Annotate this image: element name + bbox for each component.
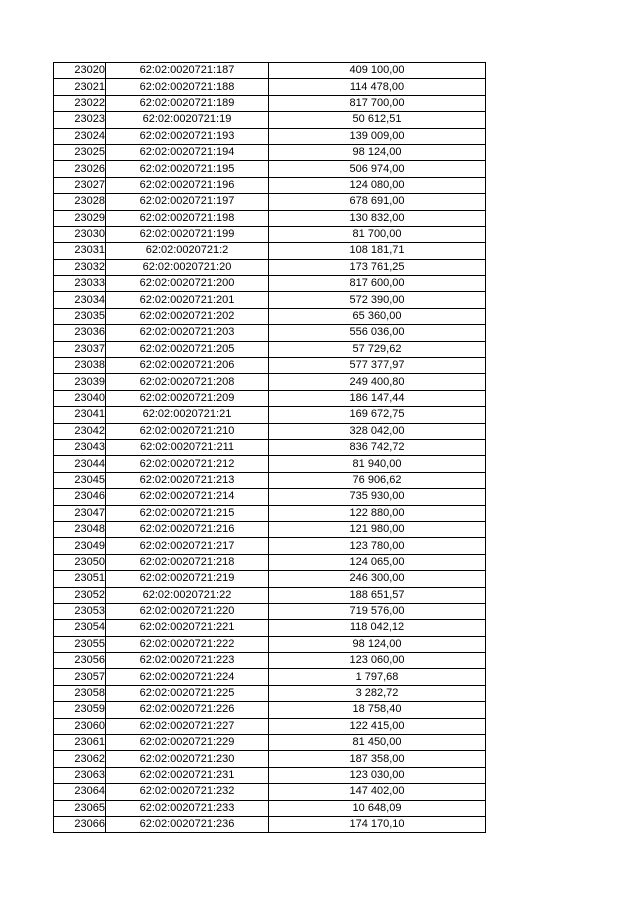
table-row bbox=[54, 685, 486, 701]
cadastral-number-cell: 62:02:0020721:211 bbox=[106, 439, 269, 455]
cadastral-value-cell: 246 300,00 bbox=[269, 571, 486, 587]
table-row bbox=[54, 226, 486, 242]
table-row bbox=[54, 407, 486, 423]
cadastral-number-cell: 62:02:0020721:218 bbox=[106, 554, 269, 570]
table-row bbox=[54, 439, 486, 455]
cadastral-number-cell: 62:02:0020721:197 bbox=[106, 194, 269, 210]
table-row bbox=[54, 800, 486, 816]
row-number-cell: 23040 bbox=[54, 390, 106, 406]
cadastral-number-cell: 62:02:0020721:213 bbox=[106, 472, 269, 488]
row-number-cell: 23041 bbox=[54, 407, 106, 423]
cadastral-value-cell: 130 832,00 bbox=[269, 210, 486, 226]
cadastral-number-cell: 62:02:0020721:222 bbox=[106, 636, 269, 652]
cadastral-value-cell: 81 940,00 bbox=[269, 456, 486, 472]
row-number-cell: 23048 bbox=[54, 521, 106, 537]
cadastral-value-cell: 187 358,00 bbox=[269, 751, 486, 767]
table-row bbox=[54, 472, 486, 488]
cadastral-number-cell: 62:02:0020721:203 bbox=[106, 325, 269, 341]
table-row bbox=[54, 325, 486, 341]
table-row bbox=[54, 505, 486, 521]
table-row bbox=[54, 587, 486, 603]
row-number-cell: 23062 bbox=[54, 751, 106, 767]
table-row bbox=[54, 718, 486, 734]
cadastral-value-cell: 1 797,68 bbox=[269, 669, 486, 685]
cadastral-value-cell: 122 880,00 bbox=[269, 505, 486, 521]
table-row bbox=[54, 112, 486, 128]
cadastral-number-cell: 62:02:0020721:226 bbox=[106, 702, 269, 718]
row-number-cell: 23060 bbox=[54, 718, 106, 734]
row-number-cell: 23061 bbox=[54, 735, 106, 751]
table-row bbox=[54, 423, 486, 439]
row-number-cell: 23026 bbox=[54, 161, 106, 177]
table-row bbox=[54, 816, 486, 832]
row-number-cell: 23036 bbox=[54, 325, 106, 341]
row-number-cell: 23020 bbox=[54, 63, 106, 79]
cadastral-number-cell: 62:02:0020721:217 bbox=[106, 538, 269, 554]
cadastral-value-cell: 114 478,00 bbox=[269, 79, 486, 95]
cadastral-number-cell: 62:02:0020721:198 bbox=[106, 210, 269, 226]
table-row bbox=[54, 653, 486, 669]
cadastral-value-cell: 118 042,12 bbox=[269, 620, 486, 636]
cadastral-number-cell: 62:02:0020721:209 bbox=[106, 390, 269, 406]
row-number-cell: 23051 bbox=[54, 571, 106, 587]
row-number-cell: 23022 bbox=[54, 95, 106, 111]
table-row bbox=[54, 702, 486, 718]
row-number-cell: 23056 bbox=[54, 653, 106, 669]
cadastral-number-cell: 62:02:0020721:199 bbox=[106, 226, 269, 242]
row-number-cell: 23066 bbox=[54, 816, 106, 832]
table-row bbox=[54, 767, 486, 783]
row-number-cell: 23057 bbox=[54, 669, 106, 685]
cadastral-value-cell: 124 065,00 bbox=[269, 554, 486, 570]
cadastral-number-cell: 62:02:0020721:225 bbox=[106, 685, 269, 701]
row-number-cell: 23055 bbox=[54, 636, 106, 652]
cadastral-number-cell: 62:02:0020721:229 bbox=[106, 735, 269, 751]
table-row bbox=[54, 63, 486, 79]
cadastral-number-cell: 62:02:0020721:214 bbox=[106, 489, 269, 505]
cadastral-number-cell: 62:02:0020721:212 bbox=[106, 456, 269, 472]
cadastral-value-cell: 10 648,09 bbox=[269, 800, 486, 816]
table-row bbox=[54, 177, 486, 193]
row-number-cell: 23027 bbox=[54, 177, 106, 193]
cadastral-value-cell: 123 030,00 bbox=[269, 767, 486, 783]
cadastral-value-cell: 65 360,00 bbox=[269, 308, 486, 324]
row-number-cell: 23045 bbox=[54, 472, 106, 488]
cadastral-number-cell: 62:02:0020721:206 bbox=[106, 358, 269, 374]
row-number-cell: 23058 bbox=[54, 685, 106, 701]
table-row bbox=[54, 292, 486, 308]
table-row bbox=[54, 79, 486, 95]
cadastral-value-cell: 108 181,71 bbox=[269, 243, 486, 259]
row-number-cell: 23050 bbox=[54, 554, 106, 570]
row-number-cell: 23065 bbox=[54, 800, 106, 816]
row-number-cell: 23037 bbox=[54, 341, 106, 357]
cadastral-number-cell: 62:02:0020721:232 bbox=[106, 784, 269, 800]
cadastral-value-cell: 81 450,00 bbox=[269, 735, 486, 751]
cadastral-number-cell: 62:02:0020721:205 bbox=[106, 341, 269, 357]
row-number-cell: 23053 bbox=[54, 603, 106, 619]
row-number-cell: 23034 bbox=[54, 292, 106, 308]
cadastral-value-cell: 121 980,00 bbox=[269, 521, 486, 537]
cadastral-number-cell: 62:02:0020721:20 bbox=[106, 259, 269, 275]
cadastral-value-cell: 186 147,44 bbox=[269, 390, 486, 406]
row-number-cell: 23059 bbox=[54, 702, 106, 718]
cadastral-value-cell: 169 672,75 bbox=[269, 407, 486, 423]
table-row bbox=[54, 571, 486, 587]
cadastral-value-cell: 719 576,00 bbox=[269, 603, 486, 619]
cadastral-number-cell: 62:02:0020721:231 bbox=[106, 767, 269, 783]
cadastral-value-cell: 57 729,62 bbox=[269, 341, 486, 357]
cadastral-number-cell: 62:02:0020721:221 bbox=[106, 620, 269, 636]
row-number-cell: 23031 bbox=[54, 243, 106, 259]
cadastral-number-cell: 62:02:0020721:215 bbox=[106, 505, 269, 521]
row-number-cell: 23035 bbox=[54, 308, 106, 324]
cadastral-value-cell: 50 612,51 bbox=[269, 112, 486, 128]
table-row bbox=[54, 603, 486, 619]
cadastral-number-cell: 62:02:0020721:188 bbox=[106, 79, 269, 95]
cadastral-number-cell: 62:02:0020721:219 bbox=[106, 571, 269, 587]
table-row bbox=[54, 489, 486, 505]
cadastral-number-cell: 62:02:0020721:2 bbox=[106, 243, 269, 259]
cadastral-number-cell: 62:02:0020721:196 bbox=[106, 177, 269, 193]
cadastral-value-cell: 123 060,00 bbox=[269, 653, 486, 669]
row-number-cell: 23046 bbox=[54, 489, 106, 505]
cadastral-value-cell: 18 758,40 bbox=[269, 702, 486, 718]
row-number-cell: 23032 bbox=[54, 259, 106, 275]
cadastral-number-cell: 62:02:0020721:236 bbox=[106, 816, 269, 832]
table-row bbox=[54, 161, 486, 177]
cadastral-value-cell: 81 700,00 bbox=[269, 226, 486, 242]
cadastral-value-cell: 817 600,00 bbox=[269, 276, 486, 292]
row-number-cell: 23038 bbox=[54, 358, 106, 374]
table-row bbox=[54, 456, 486, 472]
table-row bbox=[54, 669, 486, 685]
cadastral-value-cell: 678 691,00 bbox=[269, 194, 486, 210]
table-row bbox=[54, 128, 486, 144]
table-row bbox=[54, 210, 486, 226]
cadastral-value-cell: 577 377,97 bbox=[269, 358, 486, 374]
cadastral-value-cell: 817 700,00 bbox=[269, 95, 486, 111]
cadastral-value-cell: 506 974,00 bbox=[269, 161, 486, 177]
cadastral-value-cell: 836 742,72 bbox=[269, 439, 486, 455]
table-row bbox=[54, 636, 486, 652]
cadastral-number-cell: 62:02:0020721:195 bbox=[106, 161, 269, 177]
row-number-cell: 23029 bbox=[54, 210, 106, 226]
cadastral-number-cell: 62:02:0020721:210 bbox=[106, 423, 269, 439]
cadastral-number-cell: 62:02:0020721:230 bbox=[106, 751, 269, 767]
cadastral-value-cell: 98 124,00 bbox=[269, 636, 486, 652]
table-row bbox=[54, 341, 486, 357]
row-number-cell: 23024 bbox=[54, 128, 106, 144]
cadastral-number-cell: 62:02:0020721:208 bbox=[106, 374, 269, 390]
row-number-cell: 23047 bbox=[54, 505, 106, 521]
cadastral-number-cell: 62:02:0020721:216 bbox=[106, 521, 269, 537]
row-number-cell: 23043 bbox=[54, 439, 106, 455]
cadastral-value-cell: 249 400,80 bbox=[269, 374, 486, 390]
table-row bbox=[54, 144, 486, 160]
table-row bbox=[54, 751, 486, 767]
cadastral-number-cell: 62:02:0020721:194 bbox=[106, 144, 269, 160]
cadastral-value-cell: 147 402,00 bbox=[269, 784, 486, 800]
cadastral-number-cell: 62:02:0020721:187 bbox=[106, 63, 269, 79]
table-row bbox=[54, 374, 486, 390]
table-row bbox=[54, 95, 486, 111]
row-number-cell: 23025 bbox=[54, 144, 106, 160]
cadastral-value-cell: 556 036,00 bbox=[269, 325, 486, 341]
cadastral-value-cell: 409 100,00 bbox=[269, 63, 486, 79]
cadastral-number-cell: 62:02:0020721:227 bbox=[106, 718, 269, 734]
cadastral-value-cell: 188 651,57 bbox=[269, 587, 486, 603]
cadastral-number-cell: 62:02:0020721:193 bbox=[106, 128, 269, 144]
table-row bbox=[54, 276, 486, 292]
table-row bbox=[54, 521, 486, 537]
cadastral-value-cell: 735 930,00 bbox=[269, 489, 486, 505]
table-body bbox=[54, 63, 486, 833]
row-number-cell: 23044 bbox=[54, 456, 106, 472]
cadastral-number-cell: 62:02:0020721:224 bbox=[106, 669, 269, 685]
row-number-cell: 23039 bbox=[54, 374, 106, 390]
row-number-cell: 23028 bbox=[54, 194, 106, 210]
row-number-cell: 23054 bbox=[54, 620, 106, 636]
cadastral-value-cell: 123 780,00 bbox=[269, 538, 486, 554]
cadastral-value-cell: 572 390,00 bbox=[269, 292, 486, 308]
row-number-cell: 23030 bbox=[54, 226, 106, 242]
cadastral-value-cell: 173 761,25 bbox=[269, 259, 486, 275]
row-number-cell: 23049 bbox=[54, 538, 106, 554]
cadastral-number-cell: 62:02:0020721:189 bbox=[106, 95, 269, 111]
table-row bbox=[54, 243, 486, 259]
row-number-cell: 23042 bbox=[54, 423, 106, 439]
table-row bbox=[54, 735, 486, 751]
cadastral-value-cell: 124 080,00 bbox=[269, 177, 486, 193]
cadastral-value-table bbox=[53, 62, 486, 833]
table-row bbox=[54, 259, 486, 275]
cadastral-value-cell: 139 009,00 bbox=[269, 128, 486, 144]
cadastral-value-cell: 328 042,00 bbox=[269, 423, 486, 439]
row-number-cell: 23021 bbox=[54, 79, 106, 95]
cadastral-number-cell: 62:02:0020721:201 bbox=[106, 292, 269, 308]
cadastral-number-cell: 62:02:0020721:21 bbox=[106, 407, 269, 423]
cadastral-number-cell: 62:02:0020721:22 bbox=[106, 587, 269, 603]
cadastral-value-cell: 122 415,00 bbox=[269, 718, 486, 734]
cadastral-number-cell: 62:02:0020721:220 bbox=[106, 603, 269, 619]
table-row bbox=[54, 390, 486, 406]
cadastral-value-cell: 3 282,72 bbox=[269, 685, 486, 701]
row-number-cell: 23063 bbox=[54, 767, 106, 783]
table-row bbox=[54, 620, 486, 636]
cadastral-number-cell: 62:02:0020721:233 bbox=[106, 800, 269, 816]
cadastral-value-cell: 174 170,10 bbox=[269, 816, 486, 832]
cadastral-number-cell: 62:02:0020721:202 bbox=[106, 308, 269, 324]
cadastral-number-cell: 62:02:0020721:200 bbox=[106, 276, 269, 292]
cadastral-value-cell: 76 906,62 bbox=[269, 472, 486, 488]
table-row bbox=[54, 358, 486, 374]
table-row bbox=[54, 784, 486, 800]
table-row bbox=[54, 194, 486, 210]
table-row bbox=[54, 538, 486, 554]
row-number-cell: 23033 bbox=[54, 276, 106, 292]
row-number-cell: 23052 bbox=[54, 587, 106, 603]
cadastral-number-cell: 62:02:0020721:19 bbox=[106, 112, 269, 128]
cadastral-number-cell: 62:02:0020721:223 bbox=[106, 653, 269, 669]
table-row bbox=[54, 554, 486, 570]
row-number-cell: 23023 bbox=[54, 112, 106, 128]
row-number-cell: 23064 bbox=[54, 784, 106, 800]
table-row bbox=[54, 308, 486, 324]
cadastral-value-cell: 98 124,00 bbox=[269, 144, 486, 160]
